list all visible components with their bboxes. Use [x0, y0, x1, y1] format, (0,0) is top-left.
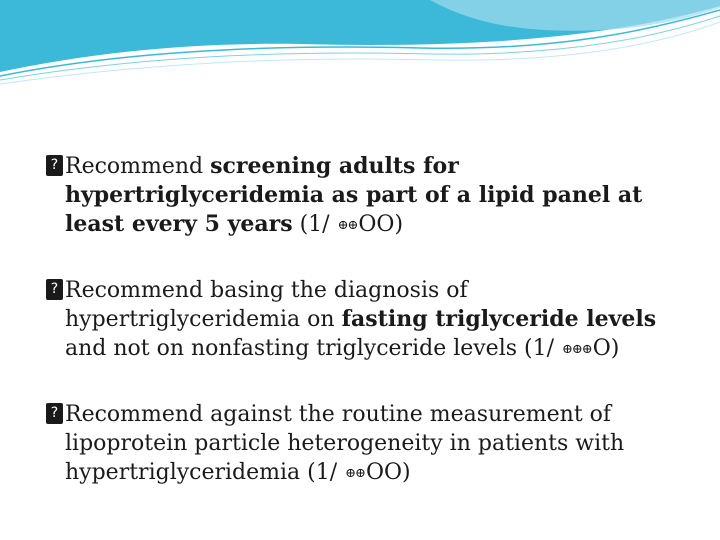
- bullet-text-bold: screening adults for hypertriglyceridemia as part of a lipid panel at least every 5 years: [65, 153, 643, 237]
- bullet-text: Recommend basing the diagnosis of hypertriglyceridemia on: [65, 278, 468, 332]
- bullet-text: Recommend: [65, 154, 211, 179]
- header-wave-decoration: [0, 0, 720, 90]
- evidence-grade-icons: ⊕⊕⊕: [562, 342, 592, 357]
- bullet-recommendation-screening: [46, 152, 686, 240]
- slide-content: [46, 152, 686, 524]
- bullet-recommendation-lipoprotein: [46, 400, 686, 488]
- bullet-text: O): [592, 336, 620, 361]
- bullet-text: OO): [365, 460, 411, 485]
- evidence-grade-icons: ⊕⊕: [345, 466, 365, 481]
- bullet-marker-icon: ?: [46, 155, 63, 176]
- bullet-marker-icon: ?: [46, 403, 63, 424]
- evidence-grade-icons: ⊕⊕: [337, 218, 358, 233]
- bullet-text: Recommend against the routine measurement of lipoprotein particle heterogeneity in patients with hypertriglyceridemia (1/: [65, 402, 625, 485]
- bullet-text: and not on nonfasting triglyceride levels (1/: [65, 336, 562, 361]
- bullet-text: (1/: [292, 212, 337, 237]
- bullet-marker-icon: ?: [46, 279, 63, 300]
- bullet-recommendation-fasting: [46, 276, 686, 364]
- bullet-text-bold: fasting triglyceride levels: [341, 306, 657, 332]
- bullet-text: OO): [358, 212, 404, 237]
